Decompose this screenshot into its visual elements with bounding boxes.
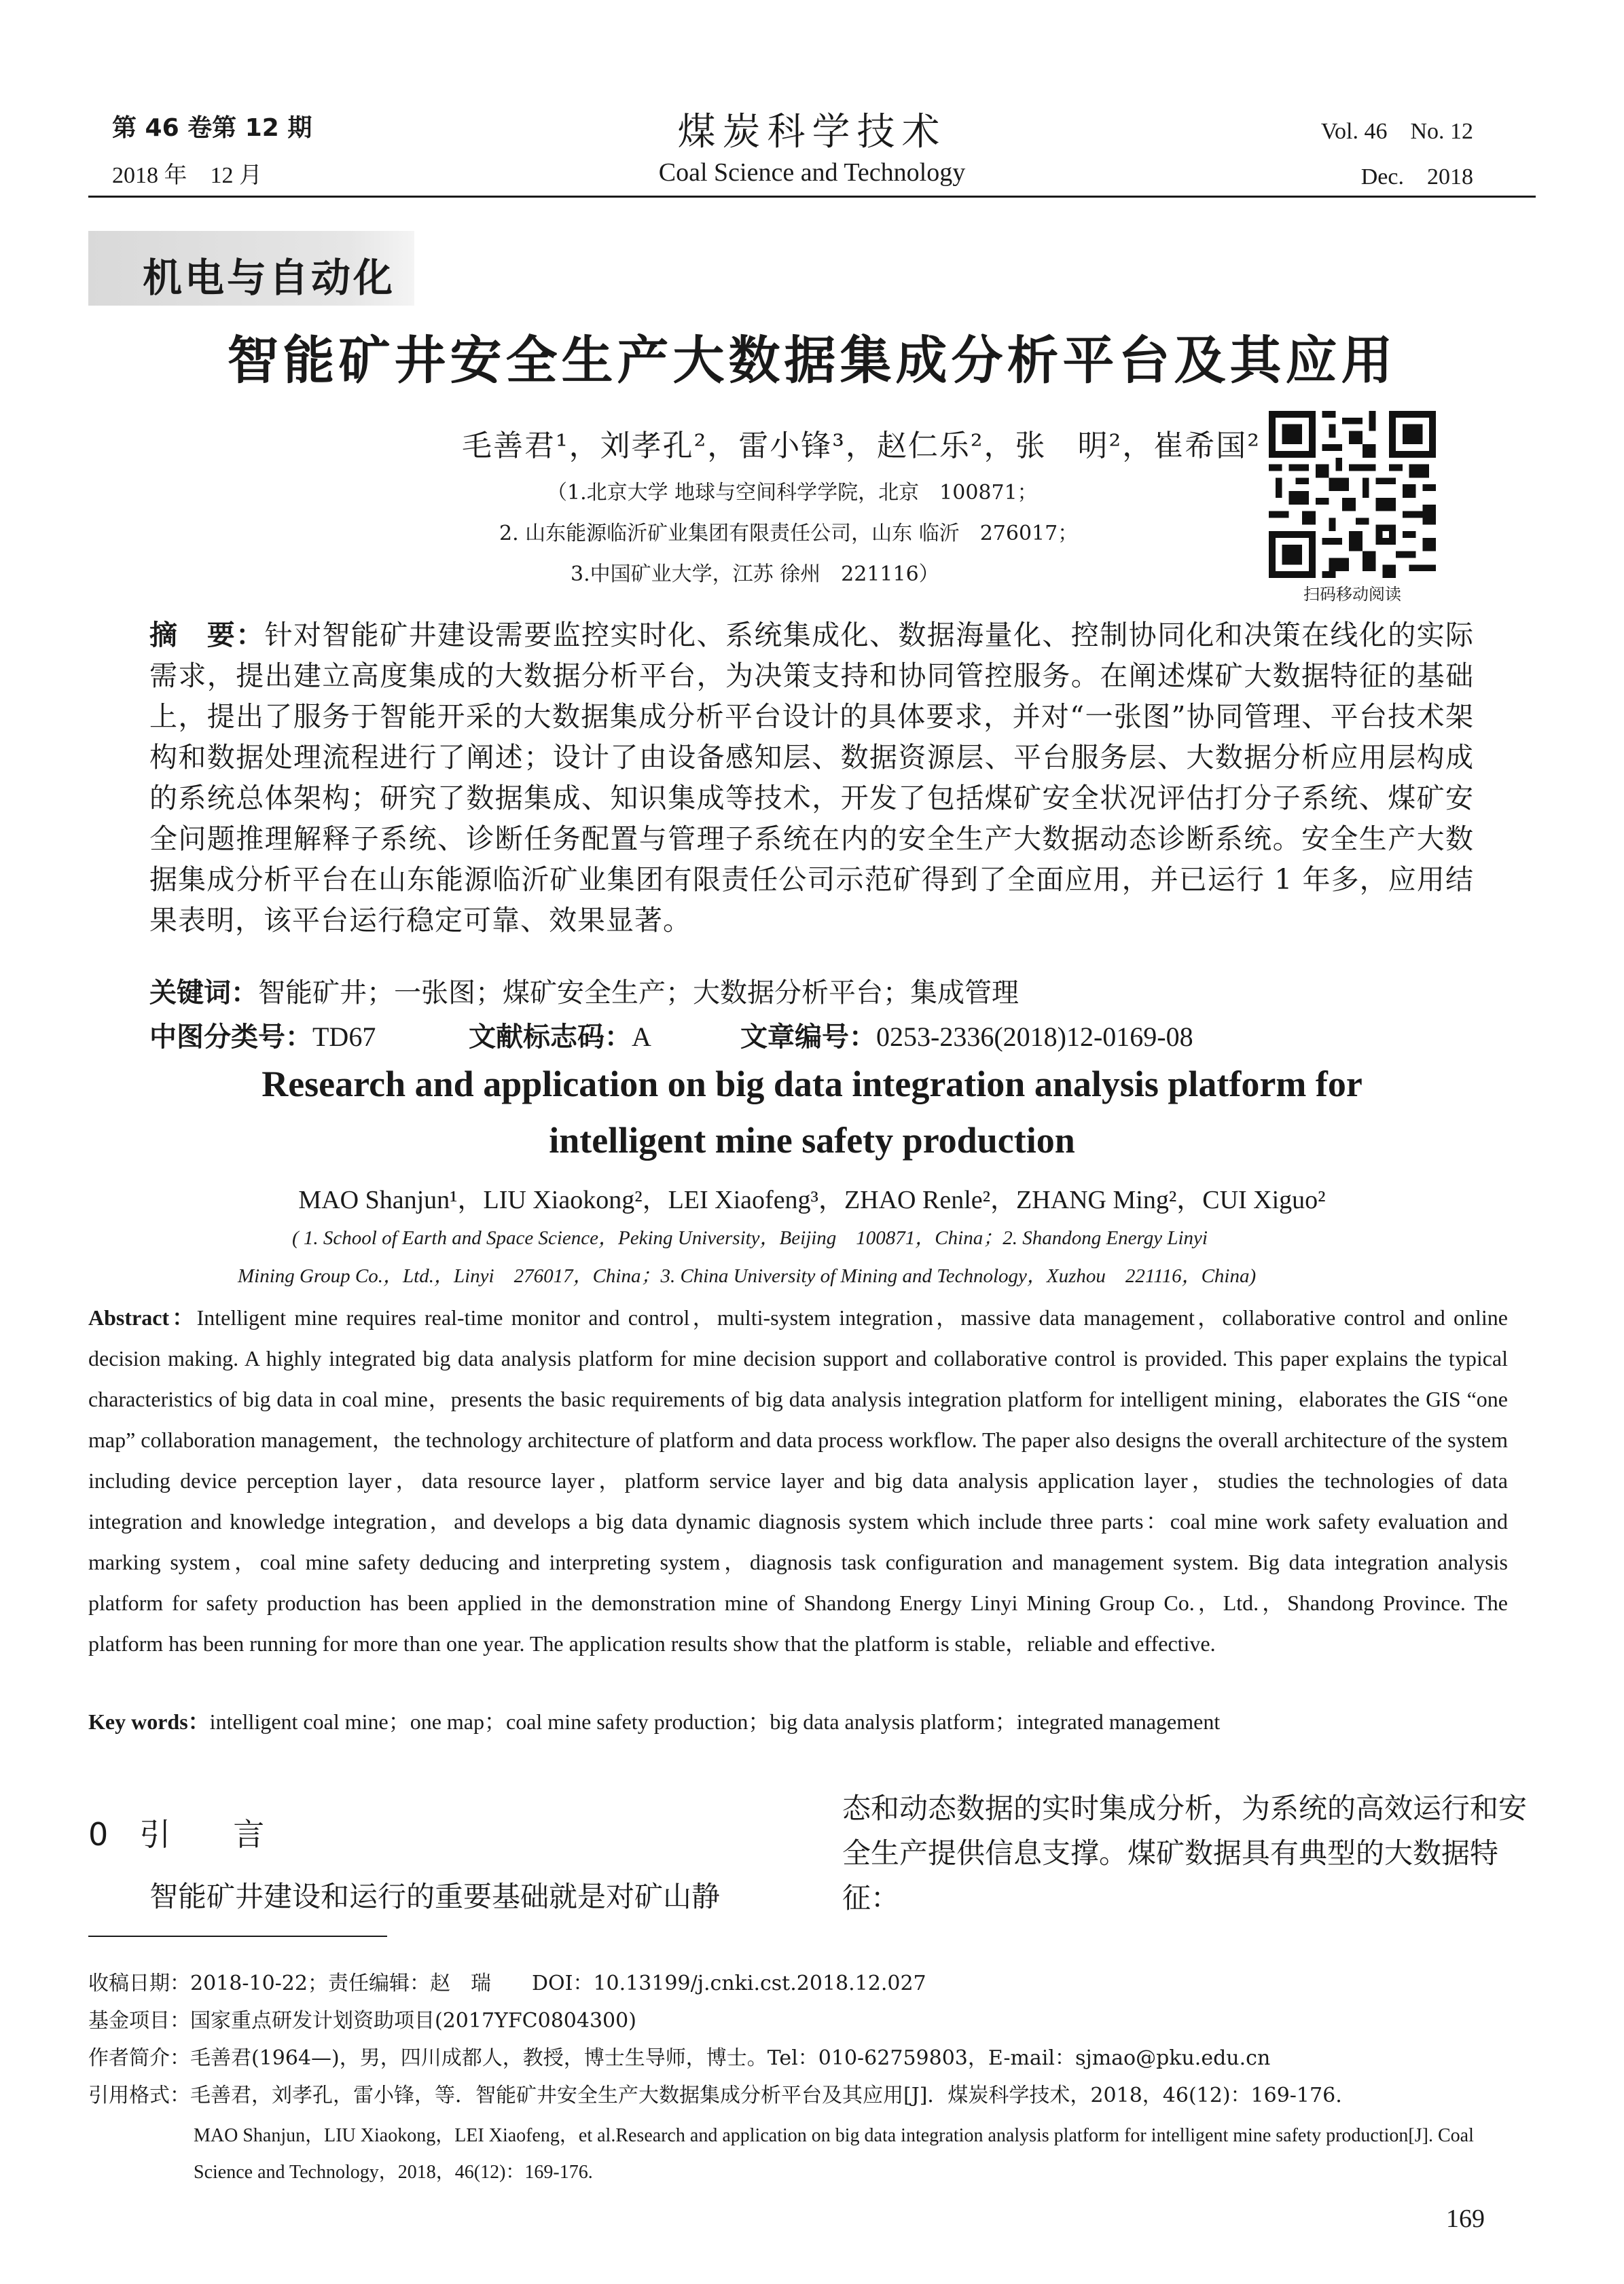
paper-title-en-line2: intelligent mine safety production bbox=[549, 1120, 1075, 1161]
volume-issue-en: Vol. 46 No. 12 bbox=[1320, 119, 1473, 144]
footnote-received: 收稿日期：2018-10-22；责任编辑：赵 瑞 DOI：10.13199/j.cnki.cst.2018.12.027 bbox=[88, 1972, 926, 1995]
date-en: Dec. 2018 bbox=[1360, 164, 1473, 189]
affiliation-cn-1: （1.北京大学 地球与空间科学学院，北京 100871； bbox=[547, 481, 1038, 505]
intro-right-text: 态和动态数据的实时集成分析，为系统的高效运行和安全生产提供信息支撑。煤矿数据具有典型的大数据特征： bbox=[842, 1792, 1528, 1915]
volume-issue-cn: 第 46 卷第 12 期 bbox=[112, 114, 312, 142]
clc-label: 中图分类号： bbox=[149, 1021, 312, 1053]
article-number-value: 0253-2336(2018)12-0169-08 bbox=[876, 1021, 1193, 1052]
article-number-label: 文章编号： bbox=[740, 1021, 876, 1053]
abstract-en-text: Intelligent mine requires real-time monitor and control，multi-system integration，massive data management，collaborative control and online decision making. A highly integrated big data analysis platform for mine decision support and collaborative control is provided. This paper explains the typical characteristics of big data in coal mine，presents the basic requirements of big data analysis integration platform for intelligent mining，elaborates the GIS “one map” collaboration management，the technology architecture of platform and data process workflow. The paper also designs the overall architecture of the system including device perception layer，data resource layer，platform service layer and big data analysis application layer，studies the technologies of data integration and knowledge integration，and develops a big data dynamic diagnosis system which include three parts：coal mine work safety evaluation and marking system，coal mine safety deducing and interpreting system，diagnosis task configuration and management system. Big data integration analysis platform for safety production has been applied in the demonstration mine of Shandong Energy Linyi Mining Group Co.，Ltd.，Shandong Province. The platform has been running for more than one year. The application results show that the platform is stable，reliable and effective. bbox=[88, 1305, 1509, 1656]
footnote-fund: 基金项目：国家重点研发计划资助项目(2017YFC0804300) bbox=[88, 2009, 636, 2033]
keywords-cn-label: 关键词： bbox=[149, 977, 258, 1009]
qr-caption: 扫码移动阅读 bbox=[1303, 585, 1401, 604]
intro-heading: 0 引 言 bbox=[88, 1816, 265, 1853]
footnote-divider bbox=[88, 1936, 387, 1937]
doc-code-label: 文献标志码： bbox=[469, 1021, 632, 1053]
footnote-author: 作者简介：毛善君(1964—)，男，四川成都人，教授，博士生导师，博士。Tel：010-62759803，E-mail：sjmao@pku.edu.cn bbox=[88, 2046, 1271, 2070]
keywords-en-label: Key words： bbox=[88, 1709, 210, 1734]
abstract-en bbox=[88, 1297, 1508, 1664]
paper-title-en-line1: Research and application on big data integration analysis platform for bbox=[261, 1064, 1363, 1104]
abstract-en-label: Abstract： bbox=[88, 1305, 197, 1330]
affiliation-cn-2: 2. 山东能源临沂矿业集团有限责任公司，山东 临沂 276017； bbox=[499, 522, 1079, 545]
keywords-en-text: intelligent coal mine；one map；coal mine safety production；big data analysis platform；integrated management bbox=[209, 1709, 1221, 1734]
intro-left-text: 智能矿井建设和运行的重要基础就是对矿山静 bbox=[149, 1880, 721, 1913]
affiliation-en-1: ( 1. School of Earth and Space Science，Peking University，Beijing 100871，China；2. Shandong Energy Linyi bbox=[292, 1227, 1208, 1249]
keywords-en bbox=[88, 1705, 1220, 1736]
abstract-cn-label: 摘 要： bbox=[149, 619, 265, 651]
keywords-cn-text: 智能矿井；一张图；煤矿安全生产；大数据分析平台；集成管理 bbox=[258, 977, 1019, 1009]
journal-name-en: Coal Science and Technology bbox=[658, 158, 966, 187]
qr-code-icon[interactable] bbox=[1269, 411, 1436, 578]
footnote-citation-en: MAO Shanjun，LIU Xiaokong，LEI Xiaofeng，et al.Research and application on big data integration analysis platform for intelligent mine safety production[J]. Coal Science and Technology，2018，46(12)：169-176. bbox=[194, 2125, 1474, 2183]
affiliation-en-2: Mining Group Co.，Ltd.，Linyi 276017，China；3. China University of Mining and Technology，Xuzhou 221116，China) bbox=[238, 1265, 1257, 1287]
affiliation-cn-3: 3.中国矿业大学，江苏 徐州 221116） bbox=[571, 562, 939, 586]
page-number: 169 bbox=[1446, 2205, 1485, 2233]
keywords-cn bbox=[149, 971, 1019, 1010]
journal-name-cn: 煤炭科学技术 bbox=[677, 110, 947, 154]
authors-cn: 毛善君¹，刘孝孔²，雷小锋³，赵仁乐²，张 明²，崔希国² bbox=[462, 429, 1261, 463]
abstract-cn-text: 针对智能矿井建设需要监控实时化、系统集成化、数据海量化、控制协同化和决策在线化的实际需求，提出建立高度集成的大数据分析平台，为决策支持和协同管控服务。在阐述煤矿大数据特征的基础上，提出了服务于智能开采的大数据集成分析平台设计的具体要求，并对“一张图”协同管理、平台技术架构和数据处理流程进行了阐述；设计了由设备感知层、数据资源层、平台服务层、大数据分析应用层构成的系统总体架构；研究了数据集成、知识集成等技术，开发了包括煤矿安全状况评估打分子系统、煤矿安全问题推理解释子系统、诊断任务配置与管理子系统在内的安全生产大数据动态诊断系统。安全生产大数据集成分析平台在山东能源临沂矿业集团有限责任公司示范矿得到了全面应用，并已运行 1 年多，应用结果表明，该平台运行稳定可靠、效果显著。 bbox=[149, 619, 1475, 937]
classification-line bbox=[149, 1015, 1474, 1054]
authors-en: MAO Shanjun¹，LIU Xiaokong²，LEI Xiaofeng³，ZHAO Renle²，ZHANG Ming²，CUI Xiguo² bbox=[298, 1186, 1326, 1214]
doc-code-value: A bbox=[632, 1021, 651, 1052]
date-cn: 2018 年 12 月 bbox=[112, 163, 262, 188]
abstract-cn bbox=[149, 615, 1474, 941]
clc-value: TD67 bbox=[312, 1021, 376, 1052]
section-label: 机电与自动化 bbox=[143, 255, 396, 301]
paper-title-cn: 智能矿井安全生产大数据集成分析平台及其应用 bbox=[227, 330, 1397, 391]
footnote-citation-cn: 引用格式：毛善君，刘孝孔，雷小锋，等．智能矿井安全生产大数据集成分析平台及其应用[J]．煤炭科学技术，2018，46(12)：169-176. bbox=[88, 2084, 1342, 2107]
header-divider bbox=[88, 196, 1536, 198]
